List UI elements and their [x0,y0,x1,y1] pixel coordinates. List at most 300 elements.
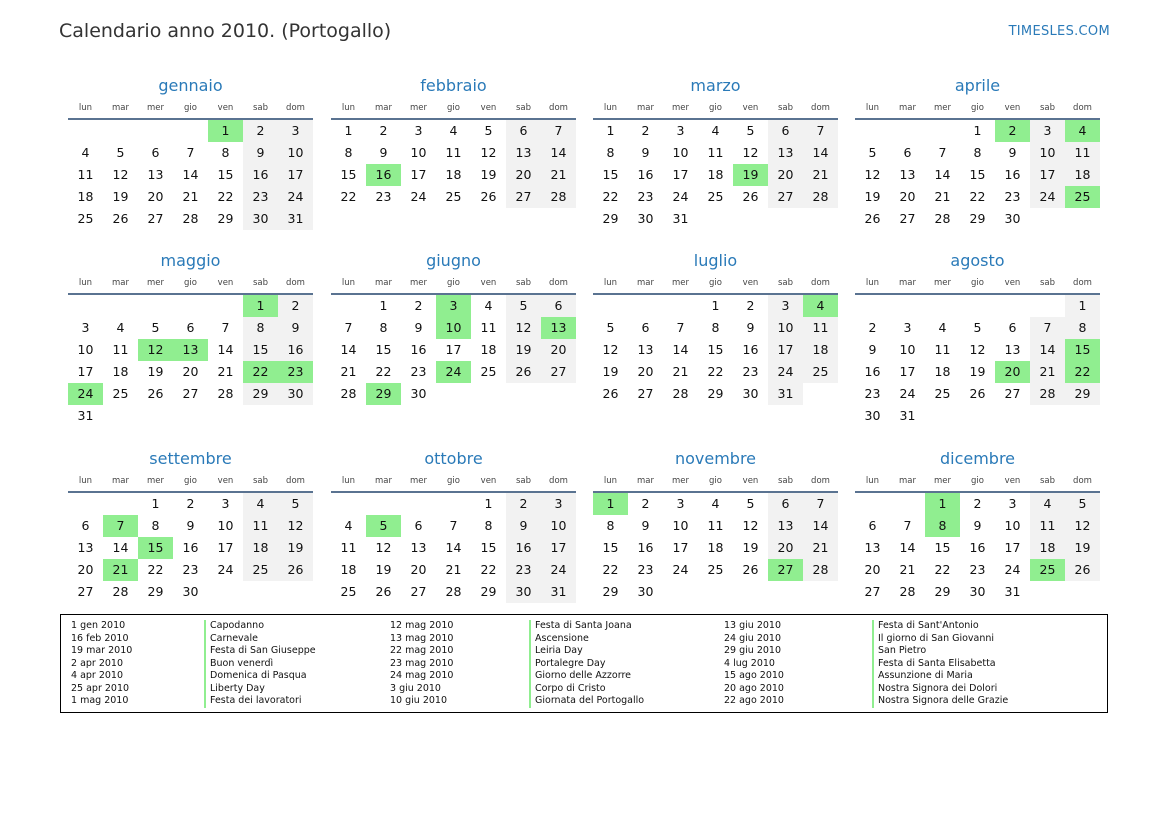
day-cell: 9 [973,518,982,533]
day-cell: 9 [414,320,423,335]
month-maggio [68,249,313,427]
day-cell: 16 [864,364,881,379]
day-cell: 24 [1004,562,1021,577]
weekday-label: lun [78,476,93,486]
day-cell: 7 [676,320,685,335]
day-cell: 26 [742,189,759,204]
day-cell: 23 [410,364,427,379]
day-cell: 16 [1004,167,1021,182]
weekday-label: mer [933,103,951,113]
day-cell: 28 [112,584,129,599]
month-title: ottobre [424,449,483,468]
day-cell: 10 [278,142,313,164]
day-cell: 12 [375,540,392,555]
day-cell: 17 [278,164,313,186]
day-cell: 14 [934,167,951,182]
day-cell: 16 [410,342,427,357]
holiday-day-cell: 22 [243,361,278,383]
empty-cell [855,493,890,515]
day-cell: 6 [768,493,803,515]
day-cell: 1 [973,123,982,138]
holiday-day-cell: 1 [208,120,243,142]
day-cell: 4 [711,496,720,511]
holiday-name: Ascensione [535,632,589,644]
brand-link[interactable]: TIMESLES.COM [1008,24,1110,39]
empty-cell [331,295,366,317]
empty-cell [855,295,890,317]
weekday-header [331,273,576,295]
day-cell: 28 [182,211,199,226]
holiday-day-cell: 25 [1065,186,1100,208]
day-cell: 27 [77,584,94,599]
month-novembre [593,447,838,603]
day-cell: 31 [1004,584,1021,599]
empty-cell [103,493,138,515]
day-cell: 14 [803,515,838,537]
weekday-label: mar [375,103,392,113]
day-cell: 29 [480,584,497,599]
day-cell: 16 [637,540,654,555]
holiday-name: Festa di Santa Joana [535,620,632,631]
day-cell: 24 [768,361,803,383]
weekday-label: sab [1039,103,1056,113]
day-cell: 27 [410,584,427,599]
day-cell: 17 [410,167,427,182]
holiday-day-cell: 27 [768,559,803,581]
day-cell: 6 [81,518,90,533]
day-cell: 9 [243,142,278,164]
day-cell: 22 [340,189,357,204]
day-cell: 18 [934,364,951,379]
weekday-label: mar [637,278,654,288]
day-cell: 19 [278,537,313,559]
weekday-label: mar [899,278,916,288]
holiday-name: Nostra Signora dei Dolori [878,682,998,694]
day-cell: 22 [480,562,497,577]
day-cell: 28 [899,584,916,599]
day-cell: 22 [602,189,619,204]
holiday-date: 3 giu 2010 [390,682,441,694]
day-cell: 1 [151,496,160,511]
weekday-label: lun [341,476,356,486]
weekday-label: gio [447,476,460,486]
weekday-label: dom [286,476,305,486]
day-cell: 15 [480,540,497,555]
empty-cell [436,493,471,515]
day-cell: 11 [707,518,724,533]
day-cell: 7 [344,320,353,335]
weekday-label: sab [777,278,794,288]
day-cell: 5 [151,320,160,335]
weekday-label: sab [515,476,532,486]
weekday-label: mar [112,278,129,288]
day-cell: 5 [606,320,615,335]
holiday-day-cell: 1 [925,493,960,515]
day-grid [331,493,576,603]
day-cell: 7 [186,145,195,160]
day-cell: 11 [445,145,462,160]
month-marzo [593,74,838,230]
day-cell: 7 [803,120,838,142]
day-cell: 29 [602,211,619,226]
day-cell: 25 [77,211,94,226]
day-cell: 12 [278,515,313,537]
day-grid [593,120,838,230]
day-cell: 5 [116,145,125,160]
day-cell: 14 [672,342,689,357]
holiday-day-cell: 5 [366,515,401,537]
day-cell: 8 [379,320,388,335]
day-cell: 8 [606,518,615,533]
holiday-date: 16 feb 2010 [71,632,129,644]
weekday-label: gio [971,476,984,486]
day-cell: 14 [803,142,838,164]
day-cell: 20 [768,164,803,186]
day-cell: 17 [1030,164,1065,186]
day-cell: 18 [803,339,838,361]
day-grid [593,295,838,405]
day-cell: 19 [112,189,129,204]
day-cell: 26 [864,211,881,226]
weekday-header [331,98,576,120]
day-cell: 31 [278,208,313,230]
day-cell: 21 [217,364,234,379]
day-cell: 19 [375,562,392,577]
day-cell: 28 [217,386,234,401]
day-cell: 24 [541,559,576,581]
day-cell: 2 [414,298,423,313]
day-cell: 3 [541,493,576,515]
weekday-label: mer [671,476,689,486]
day-cell: 1 [1065,295,1100,317]
weekday-label: ven [217,103,234,113]
day-cell: 7 [541,120,576,142]
day-cell: 1 [484,496,493,511]
weekday-label: gio [709,476,722,486]
day-cell: 26 [278,559,313,581]
day-cell: 27 [768,186,803,208]
day-cell: 9 [641,145,650,160]
weekday-label: mar [112,476,129,486]
day-cell: 5 [506,295,541,317]
month-title: aprile [954,76,1001,95]
weekday-label: gio [971,278,984,288]
day-cell: 23 [182,562,199,577]
weekday-label: dom [1073,476,1092,486]
day-cell: 14 [182,167,199,182]
day-cell: 5 [278,493,313,515]
weekday-label: gio [184,103,197,113]
weekday-label: lun [603,103,618,113]
day-cell: 17 [672,167,689,182]
weekday-label: mer [409,103,427,113]
day-cell: 6 [868,518,877,533]
day-cell: 10 [768,317,803,339]
day-grid [855,120,1100,230]
holiday-list [60,614,1108,713]
weekday-label: dom [811,476,830,486]
holiday-day-cell: 13 [541,317,576,339]
holiday-date: 12 mag 2010 [390,620,454,631]
weekday-label: ven [217,278,234,288]
day-cell: 30 [742,386,759,401]
holiday-day-cell: 20 [995,361,1030,383]
day-cell: 30 [1004,211,1021,226]
day-cell: 21 [541,164,576,186]
day-cell: 28 [541,186,576,208]
holiday-day-cell: 15 [1065,339,1100,361]
day-cell: 12 [480,145,497,160]
day-cell: 23 [637,189,654,204]
day-cell: 10 [672,145,689,160]
day-cell: 12 [112,167,129,182]
weekday-label: dom [286,278,305,288]
weekday-label: ven [742,278,759,288]
holiday-date: 25 apr 2010 [71,682,130,694]
holiday-day-cell: 29 [366,383,401,405]
weekday-label: mer [409,476,427,486]
day-cell: 18 [707,540,724,555]
day-cell: 31 [77,408,94,423]
day-cell: 25 [340,584,357,599]
day-cell: 25 [803,361,838,383]
day-cell: 27 [1004,386,1021,401]
day-cell: 20 [541,339,576,361]
day-cell: 18 [445,167,462,182]
day-cell: 22 [147,562,164,577]
weekday-label: mar [375,476,392,486]
weekday-label: gio [971,103,984,113]
weekday-label: sab [252,476,269,486]
day-cell: 15 [707,342,724,357]
day-cell: 14 [445,540,462,555]
empty-cell [173,295,208,317]
day-cell: 18 [112,364,129,379]
holiday-name: San Pietro [878,645,927,656]
weekday-label: mar [375,278,392,288]
holiday-name: Leiria Day [535,645,583,656]
day-cell: 6 [903,145,912,160]
day-cell: 29 [934,584,951,599]
day-cell: 13 [768,515,803,537]
day-cell: 30 [637,211,654,226]
day-cell: 10 [1004,518,1021,533]
day-cell: 23 [506,559,541,581]
day-cell: 19 [480,167,497,182]
day-cell: 12 [602,342,619,357]
day-cell: 4 [1030,493,1065,515]
day-cell: 3 [1008,496,1017,511]
day-cell: 4 [243,493,278,515]
holiday-name: Corpo di Cristo [535,682,606,694]
day-cell: 6 [414,518,423,533]
day-cell: 23 [742,364,759,379]
empty-cell [628,295,663,317]
empty-cell [890,295,925,317]
holiday-date: 10 giu 2010 [390,695,447,706]
weekday-header [68,98,313,120]
weekday-label: mar [899,476,916,486]
day-cell: 14 [899,540,916,555]
weekday-label: lun [865,476,880,486]
day-cell: 11 [112,342,129,357]
holiday-day-cell: 3 [436,295,471,317]
month-agosto [855,249,1100,427]
holiday-date: 29 giu 2010 [724,645,781,656]
empty-cell [960,295,995,317]
holiday-dates-column [71,620,132,708]
day-cell: 20 [637,364,654,379]
day-cell: 5 [484,123,493,138]
day-cell: 24 [899,386,916,401]
day-cell: 18 [707,167,724,182]
day-grid [68,493,313,603]
day-cell: 3 [278,120,313,142]
weekday-header [68,273,313,295]
day-cell: 11 [803,317,838,339]
day-cell: 12 [506,317,541,339]
day-cell: 15 [602,540,619,555]
day-cell: 26 [147,386,164,401]
day-cell: 9 [641,518,650,533]
day-cell: 3 [676,496,685,511]
day-cell: 12 [969,342,986,357]
day-cell: 20 [77,562,94,577]
holiday-dates-column [390,620,453,708]
day-cell: 9 [746,320,755,335]
day-cell: 16 [243,164,278,186]
day-cell: 13 [864,540,881,555]
weekday-label: ven [1004,278,1021,288]
day-cell: 1 [379,298,388,313]
day-cell: 17 [672,540,689,555]
day-grid [593,493,838,603]
day-cell: 5 [973,320,982,335]
day-cell: 14 [1030,339,1065,361]
day-cell: 20 [768,537,803,559]
empty-cell [401,493,436,515]
holiday-date: 2 apr 2010 [71,657,124,669]
weekday-header [593,273,838,295]
day-cell: 17 [445,342,462,357]
day-cell: 25 [445,189,462,204]
holiday-date: 1 mag 2010 [71,695,129,706]
holiday-names-column [872,620,1008,708]
day-cell: 14 [112,540,129,555]
day-cell: 2 [506,493,541,515]
day-cell: 23 [1004,189,1021,204]
month-settembre [68,447,313,603]
month-title: novembre [674,449,757,468]
empty-cell [366,493,401,515]
day-cell: 28 [340,386,357,401]
holiday-dates-column [724,620,784,708]
weekday-label: dom [811,103,830,113]
day-cell: 29 [969,211,986,226]
holiday-name: Domenica di Pasqua [210,670,307,681]
day-cell: 21 [1030,361,1065,383]
day-cell: 20 [506,164,541,186]
day-cell: 7 [1030,317,1065,339]
day-cell: 31 [899,408,916,423]
holiday-date: 4 lug 2010 [724,657,775,669]
day-cell: 26 [1065,559,1100,581]
day-cell: 6 [541,295,576,317]
day-cell: 30 [243,208,278,230]
day-grid [855,295,1100,427]
day-cell: 7 [803,493,838,515]
day-cell: 25 [243,559,278,581]
day-cell: 20 [410,562,427,577]
day-cell: 27 [864,584,881,599]
weekday-label: gio [709,278,722,288]
day-cell: 19 [1065,537,1100,559]
day-cell: 8 [1065,317,1100,339]
day-cell: 17 [899,364,916,379]
day-cell: 15 [602,167,619,182]
day-cell: 30 [278,383,313,405]
day-cell: 30 [969,584,986,599]
day-cell: 25 [707,562,724,577]
day-cell: 30 [864,408,881,423]
day-cell: 4 [344,518,353,533]
day-cell: 27 [147,211,164,226]
day-cell: 29 [243,383,278,405]
day-cell: 3 [1030,120,1065,142]
day-cell: 6 [641,320,650,335]
day-cell: 29 [602,584,619,599]
day-cell: 13 [768,142,803,164]
day-cell: 20 [182,364,199,379]
day-cell: 4 [938,320,947,335]
day-cell: 25 [112,386,129,401]
day-cell: 16 [278,339,313,361]
month-title: maggio [160,251,221,270]
day-cell: 11 [77,167,94,182]
weekday-label: gio [184,278,197,288]
day-cell: 31 [541,581,576,603]
weekday-label: mar [899,103,916,113]
holiday-date: 20 ago 2010 [724,682,784,694]
day-cell: 6 [506,120,541,142]
day-cell: 17 [1004,540,1021,555]
holiday-day-cell: 4 [803,295,838,317]
holiday-name: Buon venerdì [210,657,274,669]
day-cell: 27 [541,361,576,383]
day-cell: 1 [711,298,720,313]
day-cell: 6 [768,120,803,142]
month-luglio [593,249,838,405]
day-cell: 10 [1030,142,1065,164]
holiday-day-cell: 15 [138,537,173,559]
holiday-name: Festa dei lavoratori [210,695,302,706]
day-cell: 12 [742,145,759,160]
day-grid [331,295,576,405]
day-cell: 15 [375,342,392,357]
day-cell: 18 [77,189,94,204]
holiday-name: Carnevale [210,632,258,644]
day-cell: 25 [480,364,497,379]
day-cell: 9 [506,515,541,537]
weekday-label: mer [671,103,689,113]
holiday-day-cell: 21 [103,559,138,581]
day-cell: 24 [217,562,234,577]
day-cell: 17 [541,537,576,559]
weekday-label: sab [777,476,794,486]
month-title: gennaio [158,76,223,95]
holiday-names-column [529,620,644,708]
day-cell: 19 [506,339,541,361]
